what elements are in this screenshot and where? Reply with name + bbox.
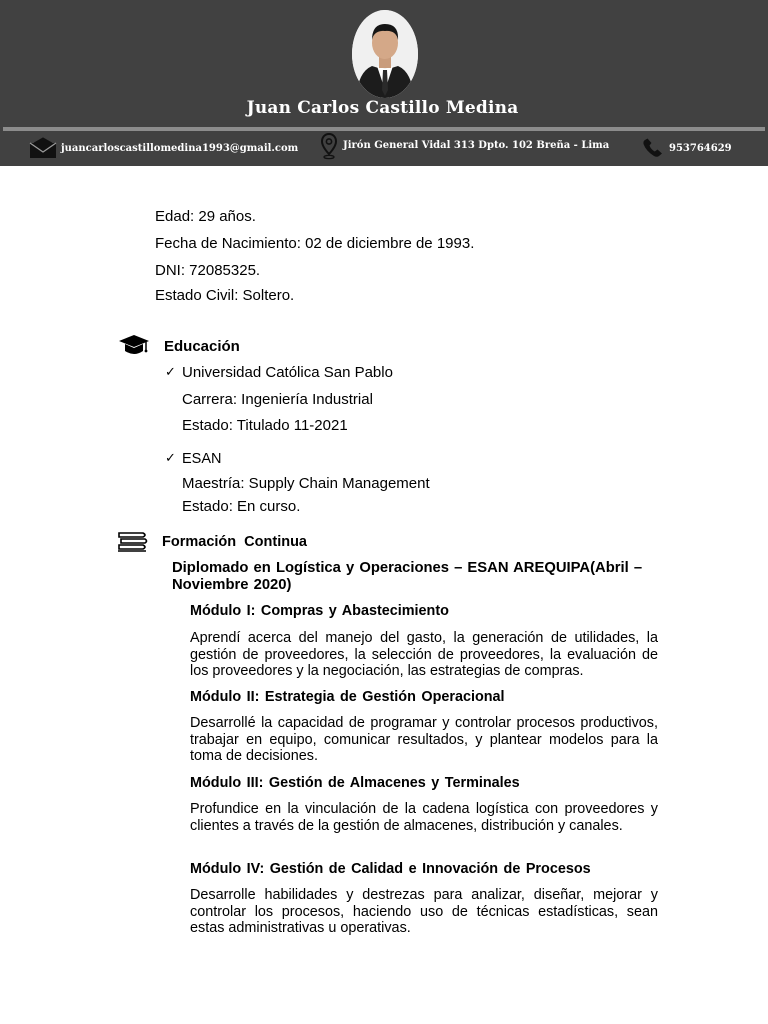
program-title: Diplomado en Logística y Operaciones – ESAN AREQUIPA(Abril – Noviembre 2020) [172, 560, 643, 593]
person-portrait-icon [352, 10, 418, 98]
address-text: Jirón General Vidal 313 Dpto. 102 Breña - Lima [343, 140, 610, 151]
candidate-name: Juan Carlos Castillo Medina [246, 98, 519, 118]
education-status: Estado: Titulado 11-2021 [182, 417, 348, 434]
check-icon: ✓ [165, 365, 176, 380]
module-description: Desarrollé la capacidad de programar y controlar procesos productivos, trabajar en equipo, comunicar resultados, y plantear modelos para la toma de decisiones. [190, 715, 658, 764]
training-section-title: Formación Continua [162, 534, 307, 550]
module-description: Profundice en la vinculación de la cadena logística con proveedores y clientes a través de la gestión de almacenes, distribución y canales. [190, 801, 658, 834]
module-title: Módulo IV: Gestión de Calidad e Innovación de Procesos [190, 861, 591, 877]
module-description: Desarrolle habilidades y destrezas para analizar, diseñar, mejorar y controlar los procesos, haciendo uso de técnicas estadísticas, sean estas administrativas u operativas. [190, 887, 658, 936]
email-text[interactable]: juancarloscastillomedina1993@gmail.com [61, 143, 299, 154]
phone-text[interactable]: 953764629 [669, 143, 732, 154]
module-title: Módulo I: Compras y Abastecimiento [190, 603, 449, 619]
phone-icon [642, 138, 664, 163]
graduation-cap-icon [118, 334, 150, 363]
envelope-icon [29, 137, 57, 164]
education-institution: Universidad Católica San Pablo [182, 364, 393, 381]
civil-status-line: Estado Civil: Soltero. [155, 287, 295, 304]
map-pin-icon [320, 132, 338, 165]
education-section-title: Educación [164, 338, 240, 355]
books-icon [117, 530, 149, 559]
module-title: Módulo II: Estrategia de Gestión Operacional [190, 689, 505, 705]
check-icon: ✓ [165, 451, 176, 466]
profile-photo [352, 10, 418, 98]
education-career: Carrera: Ingeniería Industrial [182, 391, 373, 408]
education-career: Maestría: Supply Chain Management [182, 475, 430, 492]
age-line: Edad: 29 años. [155, 208, 256, 225]
dni-line: DNI: 72085325. [155, 262, 261, 279]
module-title: Módulo III: Gestión de Almacenes y Terminales [190, 775, 520, 791]
birthdate-line: Fecha de Nacimiento: 02 de diciembre de 1993. [155, 235, 475, 252]
header-divider [3, 127, 765, 131]
education-institution: ESAN [182, 451, 222, 467]
module-description: Aprendí acerca del manejo del gasto, la generación de utilidades, la gestión de proveedores, la selección de proveedores, la evaluación de los proveedores y la negociación, las estrategias de compras. [190, 630, 658, 679]
education-status: Estado: En curso. [182, 498, 301, 515]
cv-header [0, 0, 768, 166]
